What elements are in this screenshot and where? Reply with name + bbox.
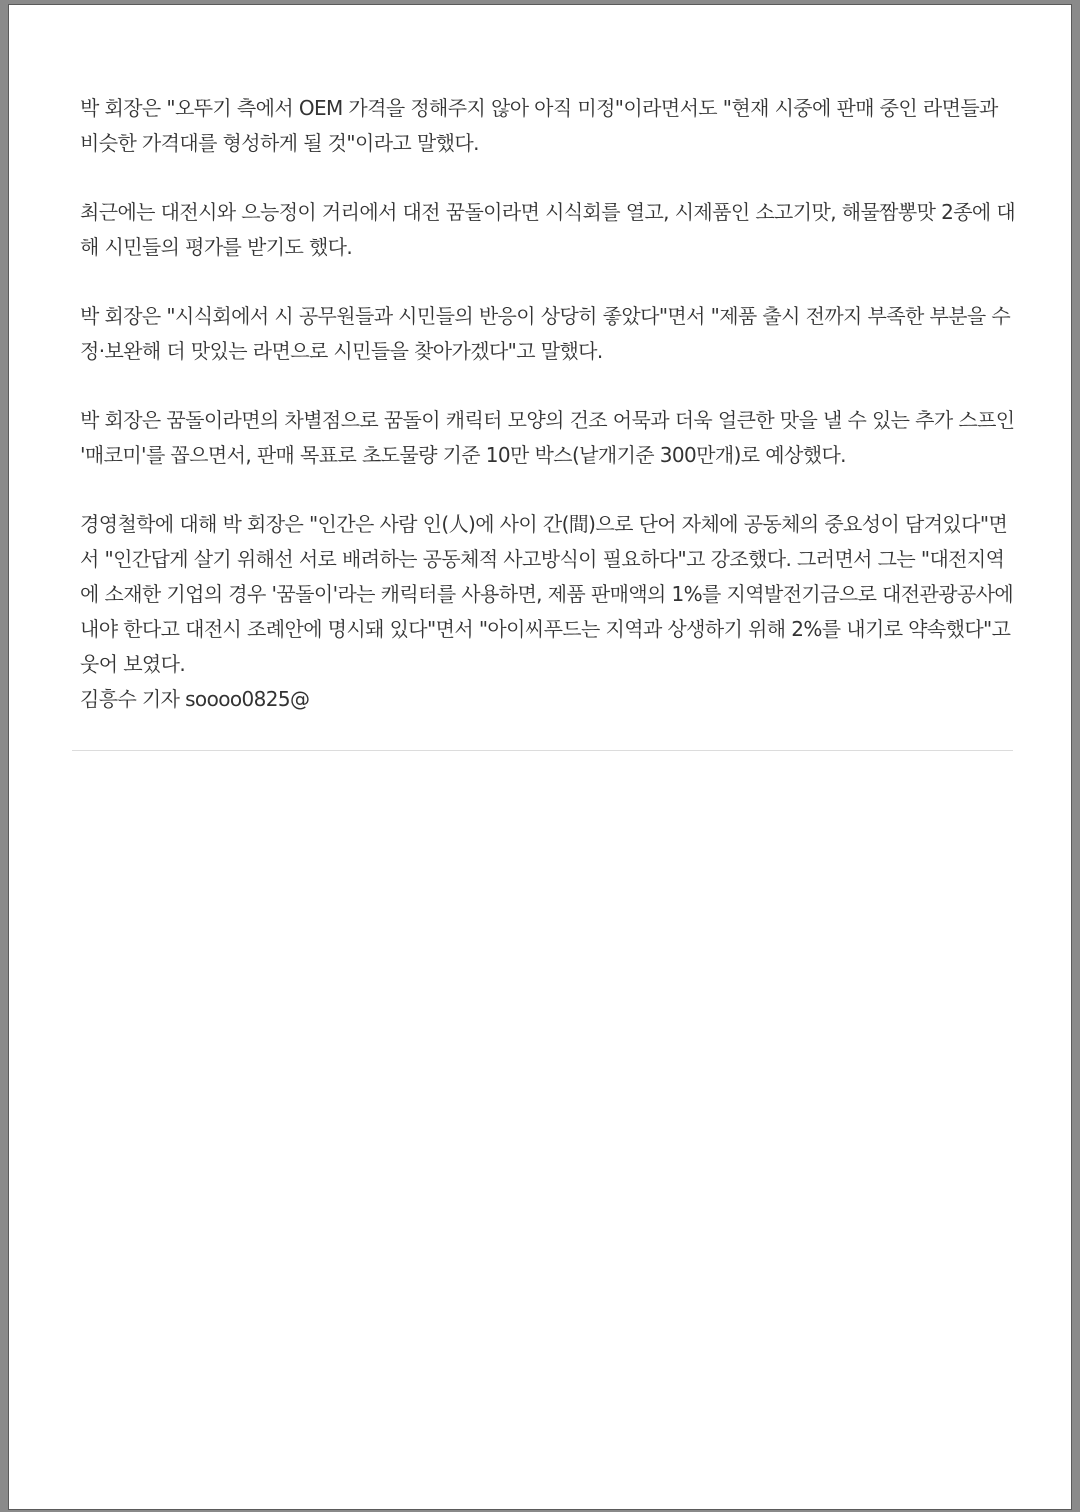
divider: [72, 750, 1013, 751]
article-paragraph-2: 최근에는 대전시와 으능정이 거리에서 대전 꿈돌이라면 시식회를 열고, 시제품인 소고기맛, 해물짬뽕맛 2종에 대해 시민들의 평가를 받기도 했다.: [80, 200, 1016, 259]
article-paragraph-5: 경영철학에 대해 박 회장은 "인간은 사람 인(人)에 사이 간(間)으로 단어 자체에 공동체의 중요성이 담겨있다"면서 "인간답게 살기 위해선 서로 배려하는 공동체적 사고방식이 필요하다"고 강조했다. 그러면서 그는 "대전지역에 소재한 기업의 경우 '꿈돌이'라는 캐릭터를 사용하면, 제품 판매액의 1%를 지역발전기금으로 대전관광공사에 내야 한다고 대전시 조례안에 명시돼 있다"면서 "아이씨푸드는 지역과 상생하기 위해 2%를 내기로 약속했다"고 웃어 보였다.: [80, 512, 1014, 676]
article-paragraph-4: 박 회장은 꿈돌이라면의 차별점으로 꿈돌이 캐릭터 모양의 건조 어묵과 더욱 얼큰한 맛을 낼 수 있는 추가 스프인 '매코미'를 꼽으면서, 판매 목표로 초도물량 기준 10만 박스(낱개기준 300만개)로 예상했다.: [80, 408, 1015, 467]
reporter-byline: 김흥수 기자 soooo0825@: [80, 687, 310, 711]
document-page: [8, 4, 1072, 1510]
article-paragraph-3: 박 회장은 "시식회에서 시 공무원들과 시민들의 반응이 상당히 좋았다"면서 "제품 출시 전까지 부족한 부분을 수정·보완해 더 맛있는 라면으로 시민들을 찾아가겠다"고 말했다.: [80, 304, 1011, 363]
article-paragraph-1: 박 회장은 "오뚜기 측에서 OEM 가격을 정해주지 않아 아직 미정"이라면서도 "현재 시중에 판매 중인 라면들과 비슷한 가격대를 형성하게 될 것"이라고 말했다.: [80, 96, 998, 155]
article-body: [80, 91, 1020, 717]
